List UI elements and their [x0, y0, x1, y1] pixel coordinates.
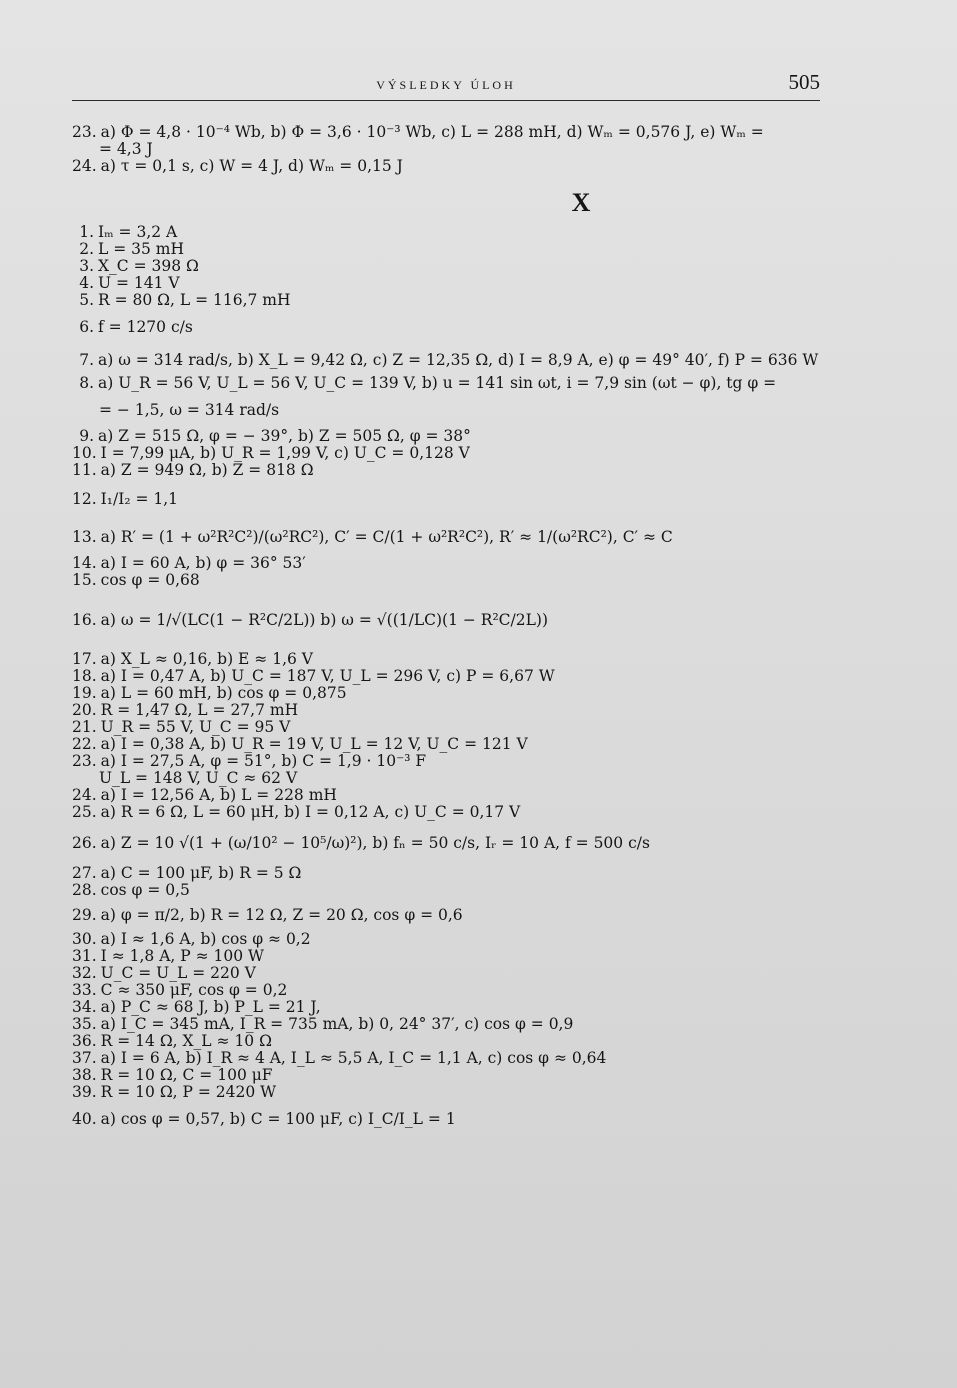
answer-text: L = 35 mH [98, 240, 184, 259]
answer-text: R = 10 Ω, C = 100 μF [100, 1066, 273, 1085]
answer-line-x33 [72, 982, 820, 999]
answer-number: 2. [79, 240, 94, 259]
answer-text: U_L = 148 V, U_C ≈ 62 V [99, 769, 298, 788]
answer-line-x4 [72, 275, 820, 292]
answer-line-x21 [72, 719, 820, 736]
answer-number: 23. [72, 123, 97, 141]
answer-number: 11. [72, 461, 97, 480]
answer-line-x31 [72, 948, 820, 965]
answer-text: f = 1270 c/s [98, 318, 193, 337]
answer-line-x36 [72, 1033, 820, 1050]
answer-text: R = 80 Ω, L = 116,7 mH [98, 291, 291, 310]
answer-line-x32 [72, 965, 820, 982]
answer-text: = 4,3 J [99, 140, 153, 158]
answer-text: X_C = 398 Ω [98, 257, 199, 276]
answer-text: R = 10 Ω, P = 2420 W [100, 1083, 277, 1102]
answer-text: = − 1,5, ω = 314 rad/s [99, 401, 280, 420]
answer-text: a) φ = π/2, b) R = 12 Ω, Z = 20 Ω, cos φ = 0,6 [100, 906, 463, 925]
answer-line-x23a [72, 753, 820, 770]
answer-line-x18 [72, 668, 820, 685]
answer-line-x9 [72, 428, 820, 445]
answer-line-x7 [72, 345, 820, 375]
answer-text: C ≈ 350 μF, cos φ = 0,2 [100, 981, 288, 1000]
answer-line-l24 [72, 158, 820, 175]
answer-text: I₁/I₂ = 1,1 [100, 490, 179, 509]
answer-text: a) cos φ = 0,57, b) C = 100 μF, c) I_C/I_L = 1 [100, 1110, 456, 1129]
answer-text: a) I = 27,5 A, φ = 51°, b) C = 1,9 · 10⁻³ F [100, 752, 427, 771]
answer-number: 24. [72, 157, 97, 175]
answer-number: 10. [72, 444, 97, 463]
answer-text: R = 14 Ω, X_L ≈ 10 Ω [100, 1032, 272, 1051]
answer-line-x1 [72, 224, 820, 241]
answer-text: Iₘ = 3,2 A [98, 223, 178, 242]
answer-line-x39 [72, 1084, 820, 1101]
results-list [72, 124, 820, 1137]
answer-line-x17 [72, 651, 820, 668]
answer-line-x8b [72, 392, 820, 428]
answer-number: 29. [72, 906, 97, 925]
answer-text: a) Φ = 4,8 · 10⁻⁴ Wb, b) Φ = 3,6 · 10⁻³ Wb, c) L = 288 mH, d) Wₘ = 0,576 J, e) Wₘ = [100, 123, 764, 141]
answer-line-x6 [72, 309, 820, 345]
answer-line-x22 [72, 736, 820, 753]
answer-line-x3 [72, 258, 820, 275]
answer-text: I ≈ 1,8 A, P ≈ 100 W [100, 947, 264, 966]
answer-text: a) I = 12,56 A, b) L = 228 mH [100, 786, 337, 805]
answer-text: cos φ = 0,68 [100, 571, 200, 590]
answer-number: 7. [79, 351, 94, 370]
answer-number: 38. [72, 1066, 97, 1085]
answer-text: a) L = 60 mH, b) cos φ = 0,875 [100, 684, 347, 703]
answer-line-x5 [72, 292, 820, 309]
answer-line-x20 [72, 702, 820, 719]
answer-line-x29 [72, 899, 820, 931]
answer-number: 21. [72, 718, 97, 737]
answer-line-x40 [72, 1101, 820, 1137]
answer-line-x8a [72, 375, 820, 392]
answer-number: 6. [79, 318, 94, 337]
answer-text: I = 7,99 μA, b) U_R = 1,99 V, c) U_C = 0,128 V [100, 444, 470, 463]
answer-number: 9. [79, 427, 94, 446]
answer-text: a) I = 60 A, b) φ = 36° 53′ [100, 554, 306, 573]
answer-number: 30. [72, 930, 97, 949]
answer-text: R = 1,47 Ω, L = 27,7 mH [100, 701, 299, 720]
answer-line-x28 [72, 882, 820, 899]
answer-number: 25. [72, 803, 97, 822]
answer-text: a) I = 6 A, b) I_R ≈ 4 A, I_L ≈ 5,5 A, I_C = 1,1 A, c) cos φ ≈ 0,64 [100, 1049, 607, 1068]
answer-number: 4. [79, 274, 94, 293]
answer-line-x13 [72, 519, 820, 555]
answer-text: U_C = U_L = 220 V [100, 964, 256, 983]
answer-number: 8. [79, 374, 94, 393]
answer-line-x12 [72, 479, 820, 519]
answer-number: 37. [72, 1049, 97, 1068]
page-header [72, 70, 820, 100]
answer-line-x23b [72, 770, 820, 787]
answer-number: 23. [72, 752, 97, 771]
answer-line-x2 [72, 241, 820, 258]
answer-line-l23a [72, 124, 820, 141]
answer-number: 20. [72, 701, 97, 720]
answer-text: a) Z = 10 √(1 + (ω/10² − 10⁵/ω)²), b) fₙ = 50 c/s, Iᵣ = 10 A, f = 500 c/s [100, 834, 650, 853]
answer-number: 22. [72, 735, 97, 754]
answer-line-x24 [72, 787, 820, 804]
answer-number: 35. [72, 1015, 97, 1034]
answer-number: 32. [72, 964, 97, 983]
answer-number: 31. [72, 947, 97, 966]
answer-text: a) I ≈ 1,6 A, b) cos φ ≈ 0,2 [100, 930, 311, 949]
answer-number: 27. [72, 864, 97, 883]
answer-number: 3. [79, 257, 94, 276]
answer-line-x11 [72, 462, 820, 479]
answer-line-x27 [72, 865, 820, 882]
answer-text: a) I = 0,47 A, b) U_C = 187 V, U_L = 296 V, c) P = 6,67 W [100, 667, 555, 686]
answer-line-l23b [72, 141, 820, 158]
answer-text: a) Z = 949 Ω, b) Z = 818 Ω [100, 461, 314, 480]
answer-text: cos φ = 0,5 [100, 881, 190, 900]
answer-line-x15 [72, 572, 820, 589]
answer-text: a) R′ = (1 + ω²R²C²)/(ω²RC²), C′ = C/(1 + ω²R²C²), R′ ≈ 1/(ω²RC²), C′ ≈ C [100, 528, 673, 547]
answer-number: 26. [72, 834, 97, 853]
answer-text: a) C = 100 μF, b) R = 5 Ω [100, 864, 302, 883]
answer-number: 28. [72, 881, 97, 900]
answer-number: 15. [72, 571, 97, 590]
answer-text: a) U_R = 56 V, U_L = 56 V, U_C = 139 V, b) u = 141 sin ωt, i = 7,9 sin (ωt − φ), tg φ = [98, 374, 777, 393]
answer-number: 34. [72, 998, 97, 1017]
answer-text: a) ω = 1/√(LC(1 − R²C/2L)) b) ω = √((1/LC)(1 − R²C/2L)) [100, 611, 548, 630]
answer-number: 33. [72, 981, 97, 1000]
answer-number: 17. [72, 650, 97, 669]
answer-line-x19 [72, 685, 820, 702]
answer-text: a) τ = 0,1 s, c) W = 4 J, d) Wₘ = 0,15 J [100, 157, 403, 175]
answer-number: 40. [72, 1110, 97, 1129]
answer-text: U = 141 V [98, 274, 180, 293]
answer-text: a) X_L ≈ 0,16, b) E ≈ 1,6 V [100, 650, 313, 669]
page-number: 505 [788, 70, 820, 94]
answer-line-x10 [72, 445, 820, 462]
answer-number: 1. [79, 223, 94, 242]
section-heading: X [571, 188, 591, 217]
answer-text: a) P_C ≈ 68 J, b) P_L = 21 J, [100, 998, 321, 1017]
answer-line-x25 [72, 804, 820, 821]
answer-number: 36. [72, 1032, 97, 1051]
answer-number: 12. [72, 490, 97, 509]
answer-line-x38 [72, 1067, 820, 1084]
answer-text: U_R = 55 V, U_C = 95 V [100, 718, 291, 737]
running-head: VÝSLEDKY ÚLOH [376, 78, 516, 92]
answer-text: a) R = 6 Ω, L = 60 μH, b) I = 0,12 A, c) U_C = 0,17 V [100, 803, 521, 822]
answer-number: 19. [72, 684, 97, 703]
answer-number: 24. [72, 786, 97, 805]
answer-line-x16 [72, 589, 820, 651]
answer-line-x35 [72, 1016, 820, 1033]
answer-line-x34 [72, 999, 820, 1016]
answer-number: 16. [72, 611, 97, 630]
answer-text: a) I = 0,38 A, b) U_R = 19 V, U_L = 12 V, U_C = 121 V [100, 735, 528, 754]
answer-number: 5. [79, 291, 94, 310]
header-rule [72, 100, 820, 101]
answer-text: a) Z = 515 Ω, φ = − 39°, b) Z = 505 Ω, φ = 38° [98, 427, 471, 446]
answer-line-x30 [72, 931, 820, 948]
answer-number: 14. [72, 554, 97, 573]
answer-text: a) I_C = 345 mA, I_R = 735 mA, b) 0, 24° 37′, c) cos φ = 0,9 [100, 1015, 574, 1034]
answer-number: 18. [72, 667, 97, 686]
answer-number: 39. [72, 1083, 97, 1102]
answer-number: 13. [72, 528, 97, 547]
answer-line-x26 [72, 821, 820, 865]
answer-line-x37 [72, 1050, 820, 1067]
answer-line-x14 [72, 555, 820, 572]
answer-text: a) ω = 314 rad/s, b) X_L = 9,42 Ω, c) Z = 12,35 Ω, d) I = 8,9 A, e) φ = 49° 40′, f) P = 636 W [98, 351, 819, 370]
